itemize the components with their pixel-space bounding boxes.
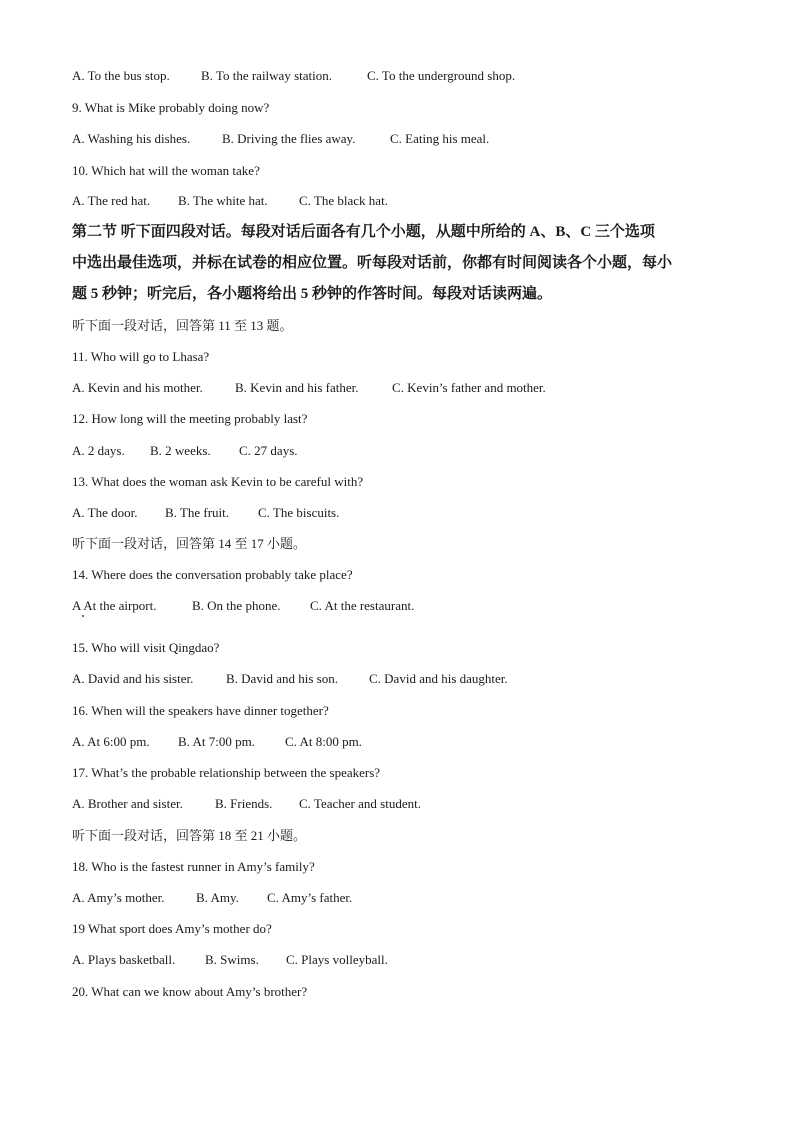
option-b: B. To the railway station. [201, 68, 332, 83]
option-b: B. The white hat. [178, 193, 268, 208]
option-a: A. Amy’s mother. [72, 890, 165, 905]
option-a: A. The door. [72, 505, 138, 520]
option-c: C. Teacher and student. [299, 796, 421, 811]
options-row [72, 890, 353, 906]
option-a: A. The red hat. [72, 193, 151, 208]
option-a: A. Kevin and his mother. [72, 380, 203, 395]
instruction: 听下面一段对话，回答第 11 至 13 题。 [72, 318, 293, 333]
option-a: A. 2 days. [72, 443, 125, 458]
option-a: A. David and his sister. [72, 671, 194, 686]
option-c: C. At the restaurant. [310, 598, 415, 613]
options-row [72, 671, 508, 687]
option-c: C. At 8:00 pm. [285, 734, 362, 749]
section-line: 中选出最佳选项，并标在试卷的相应位置。听每段对话前，你都有时间阅读各个小题，每小 [72, 255, 673, 271]
option-a: A. At 6:00 pm. [72, 734, 150, 749]
option-c: C. David and his daughter. [369, 671, 508, 686]
options-row [72, 380, 546, 396]
option-b: B. The fruit. [165, 505, 230, 520]
option-b: B. 2 weeks. [150, 443, 211, 458]
option-a: A At the airport. [72, 598, 157, 613]
option-c: C. Kevin’s father and mother. [392, 380, 546, 395]
option-a: A. Washing his dishes. [72, 131, 191, 146]
stray-dot [82, 615, 84, 617]
option-b: B. David and his son. [226, 671, 338, 686]
options-row [72, 505, 340, 521]
question-19: 19 What sport does Amy’s mother do? [72, 921, 272, 936]
option-c: C. The black hat. [299, 193, 388, 208]
section-line: 第二节 听下面四段对话。每段对话后面各有几个小题，从题中所给的 A、B、C 三个选项 [72, 224, 655, 240]
option-b: B. Driving the flies away. [222, 131, 356, 146]
question-10: 10. Which hat will the woman take? [72, 163, 260, 178]
question-14: 14. Where does the conversation probably take place? [72, 567, 353, 582]
option-c: C. To the underground shop. [367, 68, 516, 83]
option-a: A. Plays basketball. [72, 952, 176, 967]
question-13: 13. What does the woman ask Kevin to be careful with? [72, 474, 364, 489]
option-b: B. Kevin and his father. [235, 380, 359, 395]
options-row [72, 193, 388, 209]
option-b: B. At 7:00 pm. [178, 734, 255, 749]
options-row [72, 952, 388, 968]
options-row [72, 734, 362, 750]
option-a: A. Brother and sister. [72, 796, 183, 811]
option-c: C. Eating his meal. [390, 131, 490, 146]
option-a: A. To the bus stop. [72, 68, 170, 83]
question-16: 16. When will the speakers have dinner together? [72, 703, 329, 718]
section-two-header [72, 217, 732, 310]
question-11: 11. Who will go to Lhasa? [72, 349, 210, 364]
option-c: C. The biscuits. [258, 505, 340, 520]
question-12: 12. How long will the meeting probably last? [72, 411, 308, 426]
option-b: B. Friends. [215, 796, 273, 811]
question-17: 17. What’s the probable relationship between the speakers? [72, 765, 381, 780]
question-15: 15. Who will visit Qingdao? [72, 640, 220, 655]
option-b: B. On the phone. [192, 598, 281, 613]
section-line: 题 5 秒钟；听完后，各小题将给出 5 秒钟的作答时间。每段对话读两遍。 [72, 286, 553, 302]
option-c: C. Amy’s father. [267, 890, 353, 905]
question-18: 18. Who is the fastest runner in Amy’s family? [72, 859, 315, 874]
options-row [72, 796, 421, 812]
instruction: 听下面一段对话，回答第 18 至 21 小题。 [72, 828, 307, 843]
option-c: C. 27 days. [239, 443, 298, 458]
instruction: 听下面一段对话，回答第 14 至 17 小题。 [72, 536, 307, 551]
options-row [72, 68, 516, 84]
question-9: 9. What is Mike probably doing now? [72, 100, 270, 115]
option-b: B. Amy. [196, 890, 239, 905]
question-20: 20. What can we know about Amy’s brother? [72, 984, 308, 999]
options-row [72, 443, 298, 459]
option-b: B. Swims. [205, 952, 259, 967]
options-row [72, 131, 490, 147]
option-c: C. Plays volleyball. [286, 952, 388, 967]
options-row [72, 598, 415, 614]
